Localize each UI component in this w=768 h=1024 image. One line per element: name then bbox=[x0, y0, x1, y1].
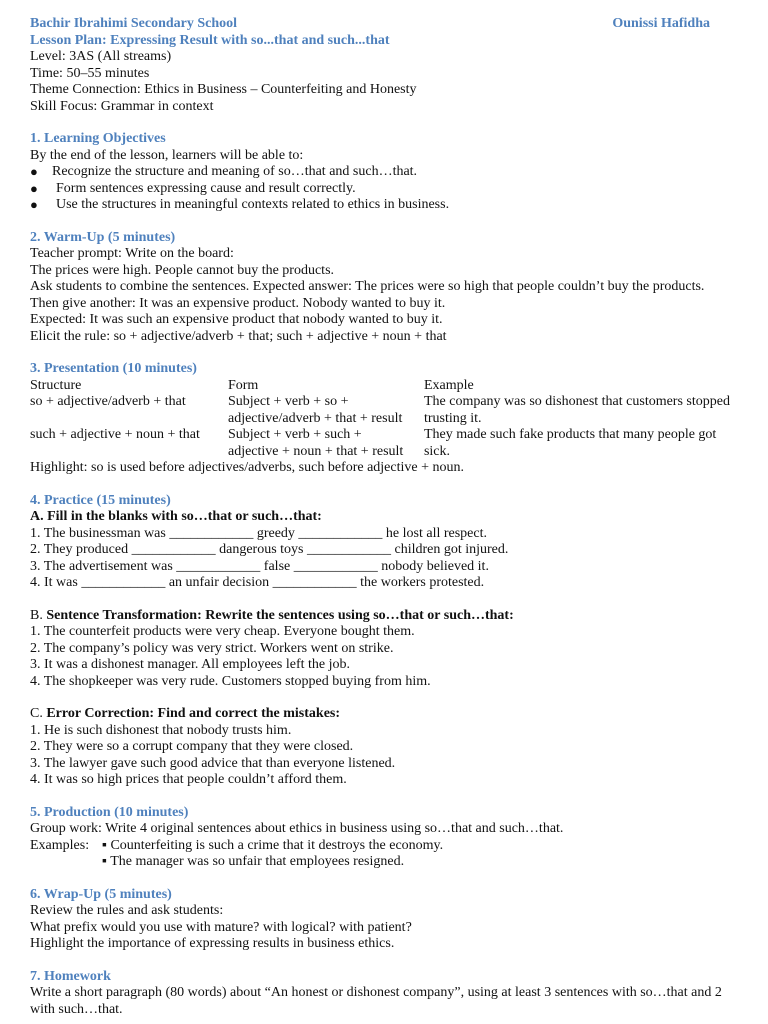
production-example: ▪ The manager was so unfair that employees resigned. bbox=[102, 854, 405, 869]
wrapup-line: Highlight the importance of expressing results in business ethics. bbox=[30, 936, 395, 951]
practice-c-item: 2. They were so a corrupt company that they were closed. bbox=[30, 739, 354, 754]
practice-heading: 4. Practice (15 minutes) bbox=[30, 492, 171, 508]
objective-item: ● Form sentences expressing cause and result correctly. bbox=[30, 180, 356, 196]
objectives-heading: 1. Learning Objectives bbox=[30, 131, 166, 146]
practice-c-item: 4. It was so high prices that people couldn’t afford them. bbox=[30, 772, 347, 787]
production-examples bbox=[30, 854, 730, 871]
production-heading: 5. Production (10 minutes) bbox=[30, 804, 189, 820]
lesson-theme: Theme Connection: Ethics in Business – Counterfeiting and Honesty bbox=[30, 82, 417, 97]
bullet-icon: ● bbox=[30, 164, 38, 179]
practice-a-title: A. Fill in the blanks with so…that or such…that: bbox=[30, 509, 322, 524]
examples-label: Examples: bbox=[30, 837, 90, 853]
homework-line: Write a short paragraph (80 words) about “An honest or dishonest company”, using at least 3 sentences with so…that and 2 bbox=[30, 985, 722, 1000]
table-header-row bbox=[30, 378, 730, 395]
lesson-level: Level: 3AS (All streams) bbox=[30, 49, 172, 64]
presentation-highlight: Highlight: so is used before adjectives/adverbs, such before adjective + noun. bbox=[30, 460, 464, 475]
warmup-line: Elicit the rule: so + adjective/adverb + that; such + adjective + noun + that bbox=[30, 328, 447, 344]
lesson-skill: Skill Focus: Grammar in context bbox=[30, 98, 214, 114]
homework-heading: 7. Homework bbox=[30, 968, 111, 984]
form-cell: Subject + verb + so + adjective/adverb + that + result bbox=[227, 394, 403, 426]
header bbox=[30, 16, 730, 33]
practice-b-title: Sentence Transformation: Rewrite the sentences using so…that or such…that: bbox=[46, 607, 514, 623]
warmup-line: Teacher prompt: Write on the board: bbox=[30, 246, 234, 261]
table-row bbox=[30, 427, 730, 460]
bullet-icon: ● bbox=[30, 180, 38, 196]
structure-table bbox=[30, 378, 730, 461]
practice-c-item: 3. The lawyer gave such good advice that than everyone listened. bbox=[30, 755, 396, 771]
production-example: ▪ Counterfeiting is such a crime that it destroys the economy. bbox=[102, 837, 444, 853]
school-name: Bachir Ibrahimi Secondary School bbox=[30, 16, 238, 31]
practice-a-item: 4. It was ____________ an unfair decision ____________ the workers protested. bbox=[30, 575, 485, 590]
practice-b-item: 3. It was a dishonest manager. All employees left the job. bbox=[30, 657, 350, 672]
example-cell: They made such fake products that many people got sick. bbox=[423, 427, 717, 459]
objective-item: ● Use the structures in meaningful contexts related to ethics in business. bbox=[30, 197, 450, 212]
presentation-heading: 3. Presentation (10 minutes) bbox=[30, 361, 197, 376]
practice-a-item: 2. They produced ____________ dangerous toys ____________ children got injured. bbox=[30, 542, 509, 557]
author-name: Ounissi Hafidha bbox=[612, 16, 710, 31]
objectives-intro: By the end of the lesson, learners will be able to: bbox=[30, 147, 304, 163]
practice-b-item: 4. The shopkeeper was very rude. Customers stopped buying from him. bbox=[30, 673, 431, 689]
practice-c-title: Error Correction: Find and correct the mistakes: bbox=[46, 706, 341, 721]
warmup-line: Ask students to combine the sentences. Expected answer: The prices were so high that people couldn’t buy the products. bbox=[30, 279, 705, 294]
practice-c-item: 1. He is such dishonest that nobody trusts him. bbox=[30, 722, 292, 738]
practice-a-item: 1. The businessman was ____________ greedy ____________ he lost all respect. bbox=[30, 525, 488, 541]
practice-a-item: 3. The advertisement was ____________ false ____________ nobody believed it. bbox=[30, 558, 489, 574]
production-examples bbox=[30, 838, 730, 855]
practice-b-item: 1. The counterfeit products were very cheap. Everyone bought them. bbox=[30, 624, 415, 639]
example-cell: The company was so dishonest that customers stopped trusting it. bbox=[423, 394, 730, 426]
bullet-icon: ● bbox=[30, 197, 38, 212]
table-row bbox=[30, 394, 730, 427]
practice-c-title-line: C. Error Correction: Find and correct the mistakes: bbox=[30, 706, 341, 721]
lesson-title: Lesson Plan: Expressing Result with so...that and such...that bbox=[30, 32, 390, 48]
practice-b-title-line: B. Sentence Transformation: Rewrite the sentences using so…that or such…that: bbox=[30, 607, 514, 623]
column-header: Structure bbox=[30, 377, 82, 393]
warmup-heading: 2. Warm-Up (5 minutes) bbox=[30, 229, 176, 245]
practice-b-item: 2. The company’s policy was very strict. Workers went on strike. bbox=[30, 640, 394, 656]
warmup-line: Expected: It was such an expensive product that nobody wanted to buy it. bbox=[30, 312, 443, 327]
lesson-time: Time: 50–55 minutes bbox=[30, 65, 150, 81]
column-header: Form bbox=[227, 377, 259, 393]
structure-cell: so + adjective/adverb + that bbox=[30, 394, 186, 409]
column-header: Example bbox=[423, 377, 474, 393]
form-cell: Subject + verb + such + adjective + noun + that + result bbox=[227, 427, 404, 459]
wrapup-heading: 6. Wrap-Up (5 minutes) bbox=[30, 886, 172, 902]
warmup-line: Then give another: It was an expensive product. Nobody wanted to buy it. bbox=[30, 295, 446, 311]
production-intro: Group work: Write 4 original sentences about ethics in business using so…that and such…that. bbox=[30, 821, 564, 836]
homework-line: with such…that. bbox=[30, 1001, 123, 1017]
wrapup-line: What prefix would you use with mature? with logical? with patient? bbox=[30, 919, 412, 935]
objective-item: ● Recognize the structure and meaning of so…that and such…that. bbox=[30, 164, 418, 179]
structure-cell: such + adjective + noun + that bbox=[30, 427, 200, 442]
warmup-line: The prices were high. People cannot buy the products. bbox=[30, 262, 335, 278]
wrapup-line: Review the rules and ask students: bbox=[30, 903, 224, 918]
